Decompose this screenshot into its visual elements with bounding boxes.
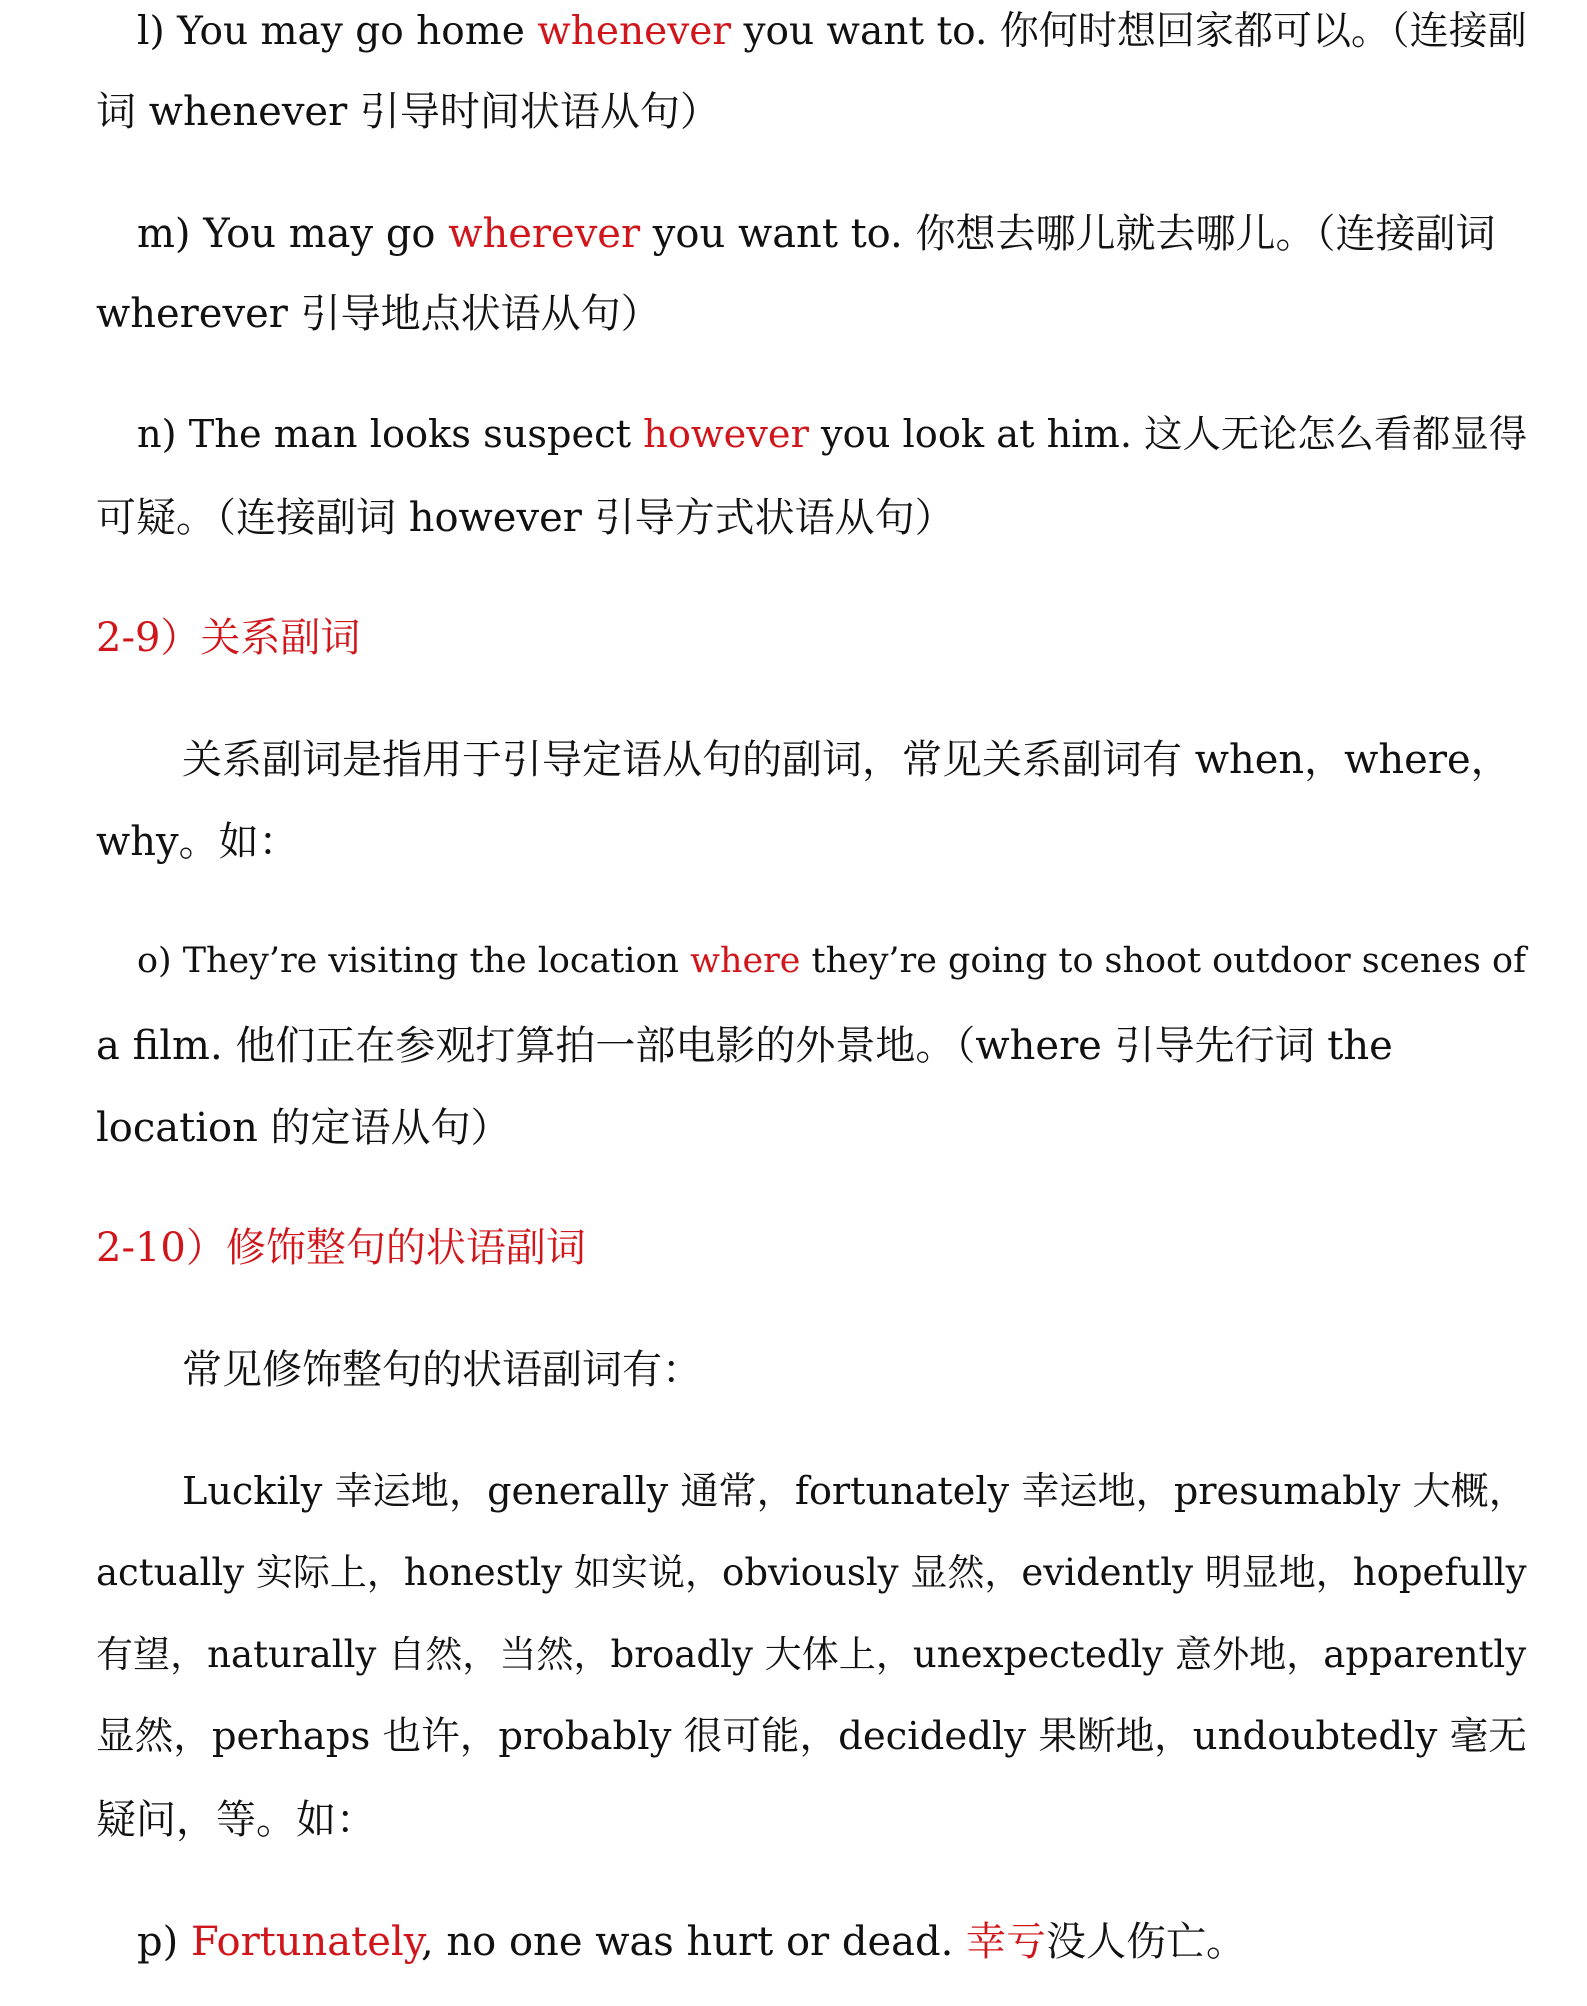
- example-l-line-2: 词 whenever 引导时间状语从句）: [96, 89, 720, 135]
- example-o-rest: they’re going to shoot outdoor scenes of: [800, 941, 1526, 981]
- section-2-9-heading: [96, 615, 361, 661]
- example-p-keyword-cn: 幸亏: [966, 1919, 1047, 1965]
- example-n-keyword: however: [643, 412, 809, 457]
- section-2-9-intro-line-1: 关系副词是指用于引导定语从句的副词，常见关系副词有 when，where，: [182, 737, 1511, 783]
- adverb-list-line-5: 疑问，等。如：: [96, 1797, 376, 1843]
- adverb-list-line-2: actually 实际上，honestly 如实说，obviously 显然，evidently 明显地，hopefully: [96, 1551, 1527, 1594]
- example-l-rest: you want to. 你何时想回家都可以。（连接副: [731, 9, 1527, 54]
- example-o-line-2: a film. 他们正在参观打算拍一部电影的外景地。（where 引导先行词 the: [96, 1023, 1393, 1069]
- example-n-line-2: 可疑。（连接副词 however 引导方式状语从句）: [96, 495, 955, 541]
- example-p-keyword: Fortunately: [190, 1919, 421, 1965]
- example-p-prefix: p): [137, 1919, 191, 1965]
- example-o-line-3: location 的定语从句）: [96, 1105, 511, 1151]
- adverb-list-line-4: 显然，perhaps 也许，probably 很可能，decidedly 果断地，undoubtedly 毫无: [96, 1714, 1527, 1759]
- example-o-prefix: o) They’re visiting the location: [137, 941, 691, 981]
- example-m-keyword: wherever: [448, 211, 641, 257]
- example-l-keyword: whenever: [537, 9, 732, 54]
- example-m-line-1: [137, 211, 1496, 257]
- section-2-10-intro: 常见修饰整句的状语副词有：: [182, 1347, 702, 1393]
- example-m-rest: you want to. 你想去哪儿就去哪儿。（连接副词: [640, 211, 1496, 257]
- adverb-list-line-3: 有望，naturally 自然，当然，broadly 大体上，unexpectedly 意外地，apparently: [96, 1633, 1527, 1676]
- example-p-line-1: [137, 1919, 1247, 1965]
- adverb-list-line-1: Luckily 幸运地，generally 通常，fortunately 幸运地，presumably 大概，: [182, 1469, 1527, 1513]
- section-2-10-heading-text: 2-10）修饰整句的状语副词: [96, 1225, 586, 1271]
- example-o-keyword: where: [690, 941, 801, 981]
- example-p-rest: 没人伤亡。: [1046, 1919, 1247, 1965]
- example-n-rest: you look at him. 这人无论怎么看都显得: [808, 412, 1527, 457]
- example-n-line-1: [137, 412, 1527, 457]
- example-m-line-2: wherever 引导地点状语从句）: [96, 291, 661, 337]
- section-2-10-heading: [96, 1225, 586, 1271]
- section-2-9-heading-text: 2-9）关系副词: [96, 615, 361, 661]
- section-2-9-intro-line-2: why。如：: [96, 819, 299, 865]
- example-l-line-1: [137, 9, 1527, 54]
- example-l-prefix: l) You may go home: [137, 9, 538, 54]
- example-n-prefix: n) The man looks suspect: [137, 412, 644, 457]
- example-m-prefix: m) You may go: [137, 211, 449, 257]
- example-o-line-1: [137, 941, 1526, 981]
- example-p-mid: , no one was hurt or dead.: [420, 1919, 967, 1965]
